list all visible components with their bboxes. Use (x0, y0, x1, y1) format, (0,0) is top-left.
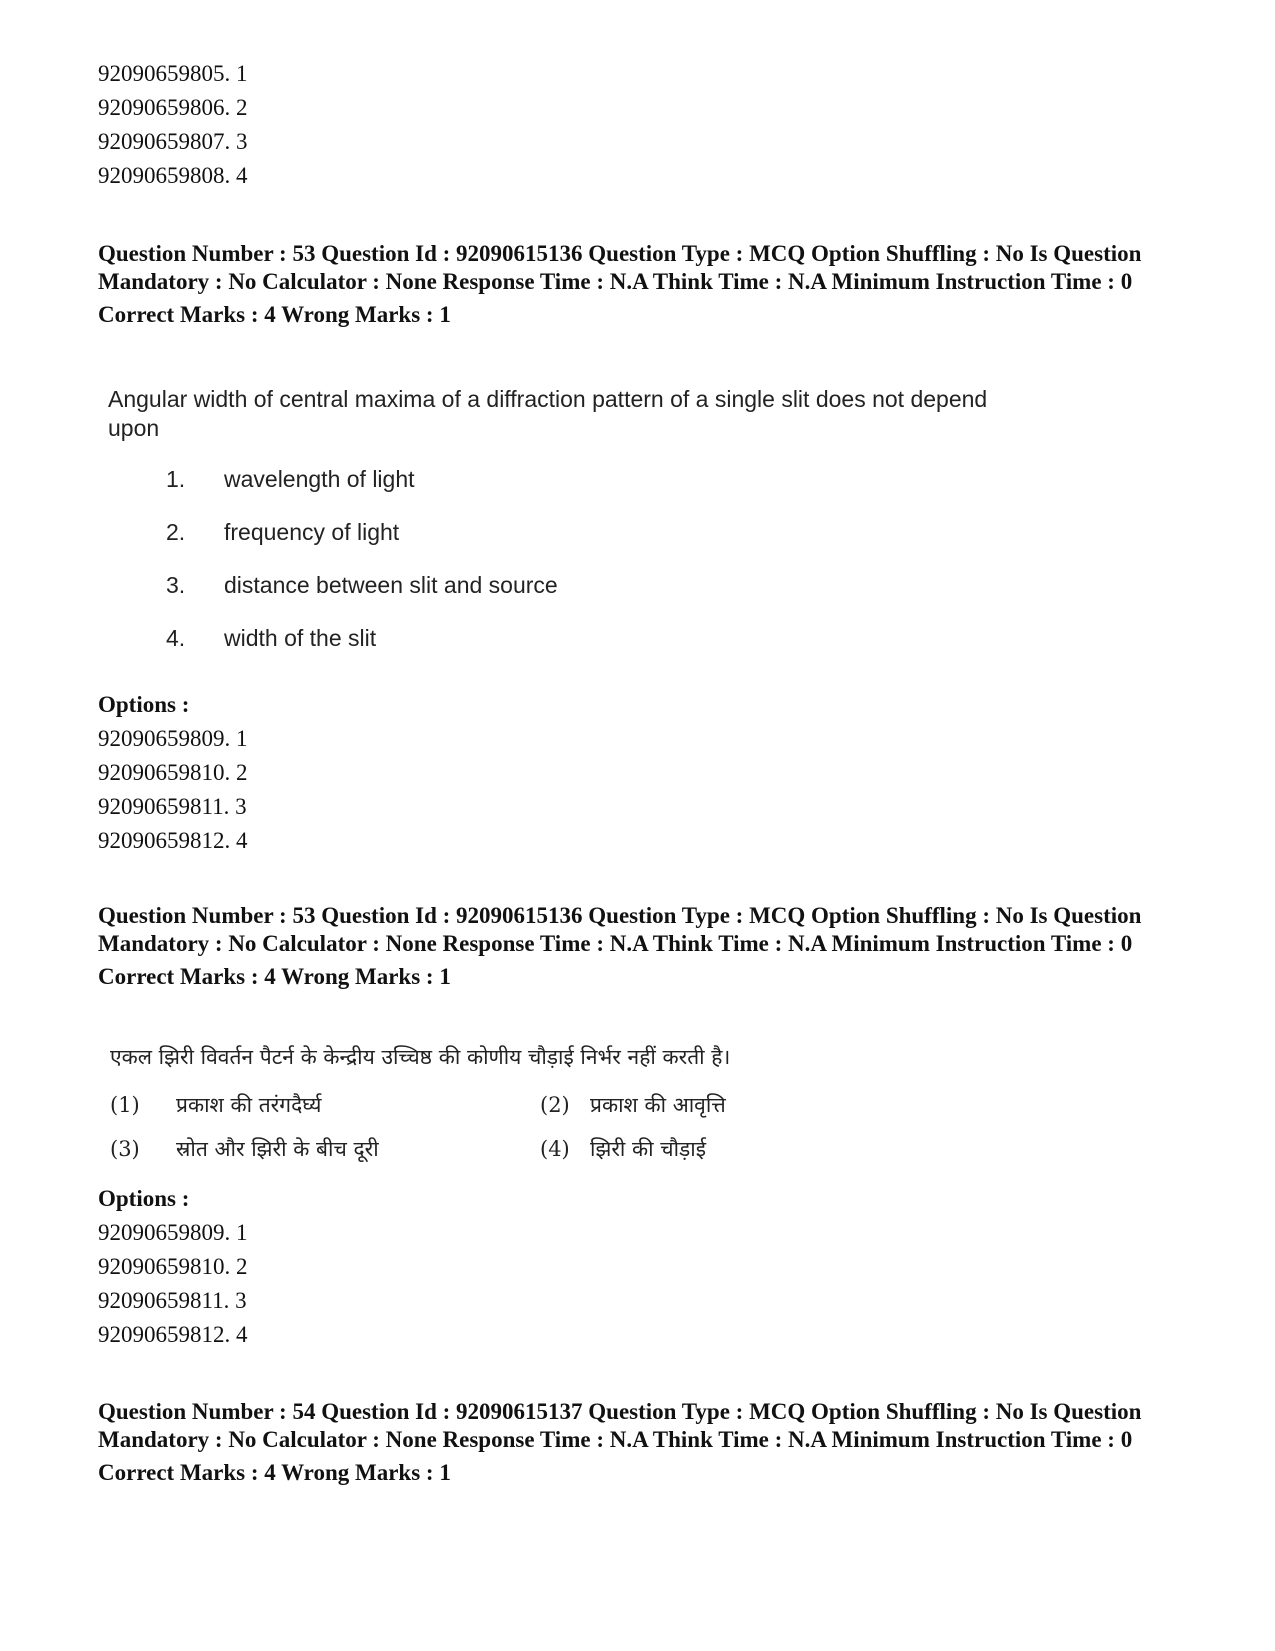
option-line: 92090659810. 2 (98, 1254, 248, 1279)
marks-line: Correct Marks : 4 Wrong Marks : 1 (98, 1460, 451, 1485)
choice-text: width of the slit (224, 625, 377, 651)
answer-choice (166, 612, 1008, 665)
choice-text: प्रकाश की तरंगदैर्घ्य (176, 1093, 322, 1117)
options-block (98, 1182, 1188, 1352)
option-line: 92090659809. 1 (98, 1220, 248, 1245)
question-header-block (98, 902, 1188, 992)
option-line: 92090659805. 1 (98, 61, 248, 86)
answer-choice (166, 506, 1008, 559)
answer-choice (166, 453, 1008, 506)
answer-choice (540, 1134, 800, 1164)
option-line: 92090659812. 4 (98, 1322, 248, 1347)
choice-number: 2. (166, 519, 186, 545)
question-body-hindi (110, 1040, 800, 1164)
choice-number: 3. (166, 572, 186, 598)
choice-number: (2) (540, 1093, 570, 1117)
question-header-block (98, 1398, 1188, 1488)
choice-number: (1) (110, 1093, 140, 1117)
option-line: 92090659808. 4 (98, 163, 248, 188)
option-line: 92090659809. 1 (98, 726, 248, 751)
choice-text: frequency of light (224, 519, 400, 545)
question-text: Angular width of central maxima of a diffraction pattern of a single slit does not depend upon (108, 386, 988, 441)
marks-line: Correct Marks : 4 Wrong Marks : 1 (98, 302, 451, 327)
option-list-top (98, 57, 1188, 193)
options-block (98, 688, 1188, 858)
options-label: Options : (98, 692, 190, 717)
marks-line: Correct Marks : 4 Wrong Marks : 1 (98, 964, 451, 989)
options-label: Options : (98, 1186, 190, 1211)
option-line: 92090659806. 2 (98, 95, 248, 120)
choice-number: 1. (166, 466, 186, 492)
option-line: 92090659811. 3 (98, 1288, 247, 1313)
choice-number: (4) (540, 1137, 570, 1161)
answer-choice (110, 1134, 540, 1164)
choice-text: distance between slit and source (224, 572, 558, 598)
option-line: 92090659812. 4 (98, 828, 248, 853)
answer-choice (110, 1090, 540, 1120)
question-header: Question Number : 53 Question Id : 92090615136 Question Type : MCQ Option Shuffling : No Is Question Mandatory : No Calculator : None Response Time : N.A Think Time : N.A Minimum Instruction Time : 0 (98, 241, 1142, 294)
option-line: 92090659810. 2 (98, 760, 248, 785)
question-header: Question Number : 54 Question Id : 92090615137 Question Type : MCQ Option Shuffling : No Is Question Mandatory : No Calculator : None Response Time : N.A Think Time : N.A Minimum Instruction Time : 0 (98, 1399, 1142, 1452)
choice-text: wavelength of light (224, 466, 415, 492)
question-text: एकल झिरी विवर्तन पैटर्न के केन्द्रीय उच्चिष्ठ की कोणीय चौड़ाई निर्भर नहीं करती है। (110, 1045, 731, 1069)
question-body-english (108, 385, 1008, 665)
choice-text: स्रोत और झिरी के बीच दूरी (176, 1137, 379, 1161)
option-line: 92090659807. 3 (98, 129, 248, 154)
choice-number: 4. (166, 625, 186, 651)
answer-choice (166, 559, 1008, 612)
answer-choice (540, 1090, 800, 1120)
choice-number: (3) (110, 1137, 140, 1161)
choice-text: प्रकाश की आवृत्ति (590, 1093, 726, 1117)
option-line: 92090659811. 3 (98, 794, 247, 819)
choice-text: झिरी की चौड़ाई (590, 1137, 707, 1161)
question-header-block (98, 240, 1188, 330)
question-header: Question Number : 53 Question Id : 92090615136 Question Type : MCQ Option Shuffling : No Is Question Mandatory : No Calculator : None Response Time : N.A Think Time : N.A Minimum Instruction Time : 0 (98, 903, 1142, 956)
